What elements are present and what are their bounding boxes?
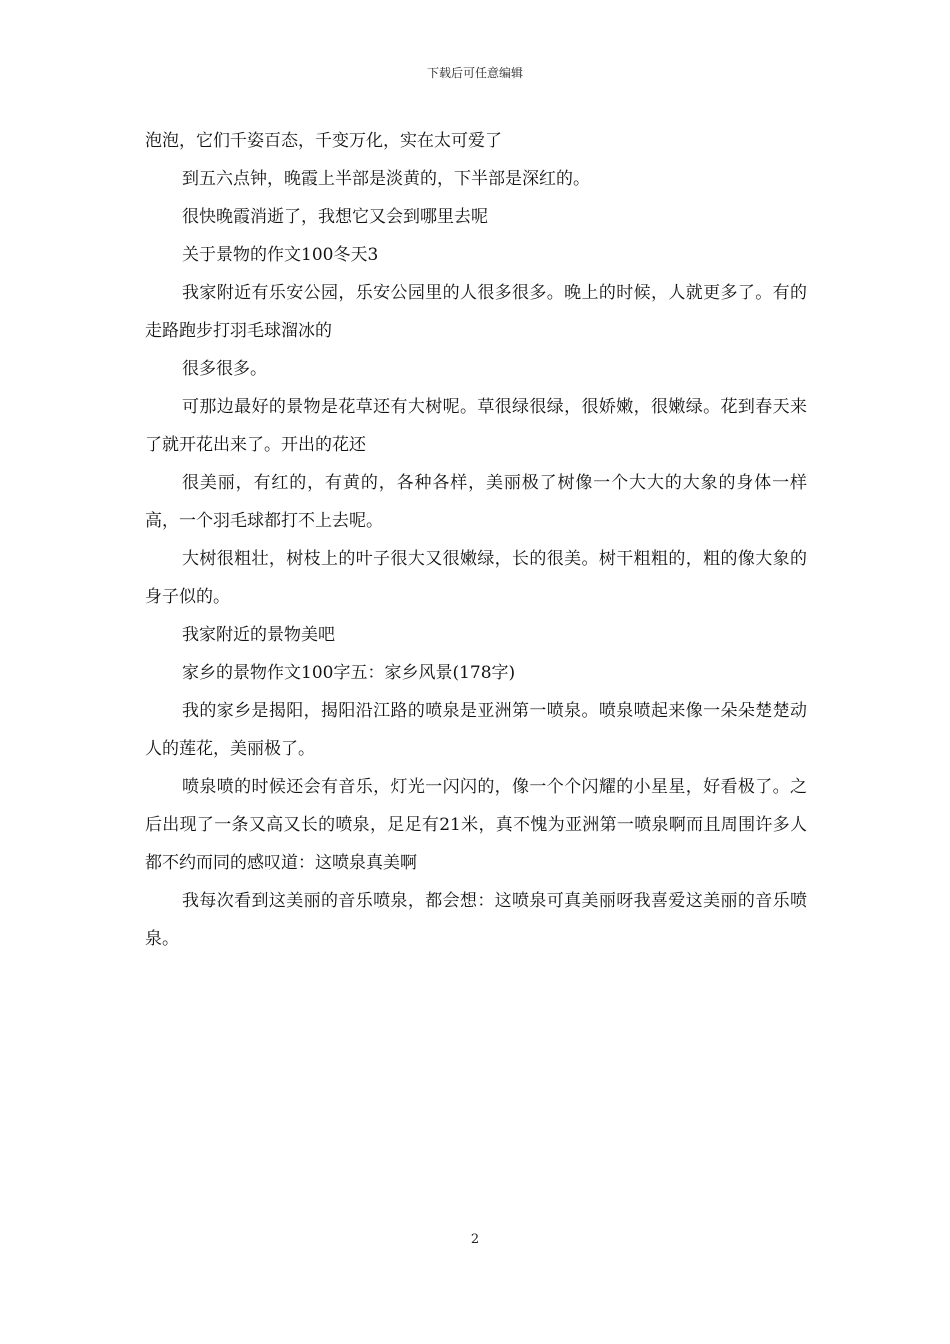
- paragraph: 我每次看到这美丽的音乐喷泉，都会想：这喷泉可真美丽呀我喜爱这美丽的音乐喷泉。: [145, 891, 807, 949]
- paragraph: 我的家乡是揭阳，揭阳沿江路的喷泉是亚洲第一喷泉。喷泉喷起来像一朵朵楚楚动人的莲花，美丽极了。: [145, 701, 807, 759]
- paragraph: 泡泡，它们千姿百态，千变万化，实在太可爱了: [145, 131, 502, 151]
- paragraph: 我家附近的景物美吧: [182, 625, 335, 645]
- page-number: 2: [470, 1232, 480, 1247]
- paragraph: 我家附近有乐安公园，乐安公园里的人很多很多。晚上的时候，人就更多了。有的走路跑步打羽毛球溜冰的: [145, 283, 807, 341]
- paragraph: 大树很粗壮，树枝上的叶子很大又很嫩绿，长的很美。树干粗粗的，粗的像大象的身子似的。: [145, 549, 807, 607]
- section-heading: 家乡的景物作文100字五：家乡风景(178字): [182, 663, 516, 683]
- paragraph: 到五六点钟，晚霞上半部是淡黄的，下半部是深红的。: [182, 169, 590, 189]
- paragraph: 很多很多。: [182, 359, 267, 379]
- paragraph: 很快晚霞消逝了，我想它又会到哪里去呢: [182, 207, 488, 227]
- paragraph: 很美丽，有红的，有黄的，各种各样，美丽极了树像一个大大的大象的身体一样高，一个羽毛球都打不上去呢。: [145, 473, 807, 531]
- page-header: 下载后可任意编辑: [426, 66, 523, 80]
- document-body: [145, 122, 807, 958]
- section-heading: 关于景物的作文100冬天3: [182, 245, 379, 265]
- paragraph: 可那边最好的景物是花草还有大树呢。草很绿很绿，很娇嫩，很嫩绿。花到春天来了就开花出来了。开出的花还: [145, 397, 807, 455]
- paragraph: 喷泉喷的时候还会有音乐，灯光一闪闪的，像一个个闪耀的小星星，好看极了。之后出现了一条又高又长的喷泉，足足有21米，真不愧为亚洲第一喷泉啊而且周围许多人都不约而同的感叹道：这喷泉真美啊: [145, 777, 807, 873]
